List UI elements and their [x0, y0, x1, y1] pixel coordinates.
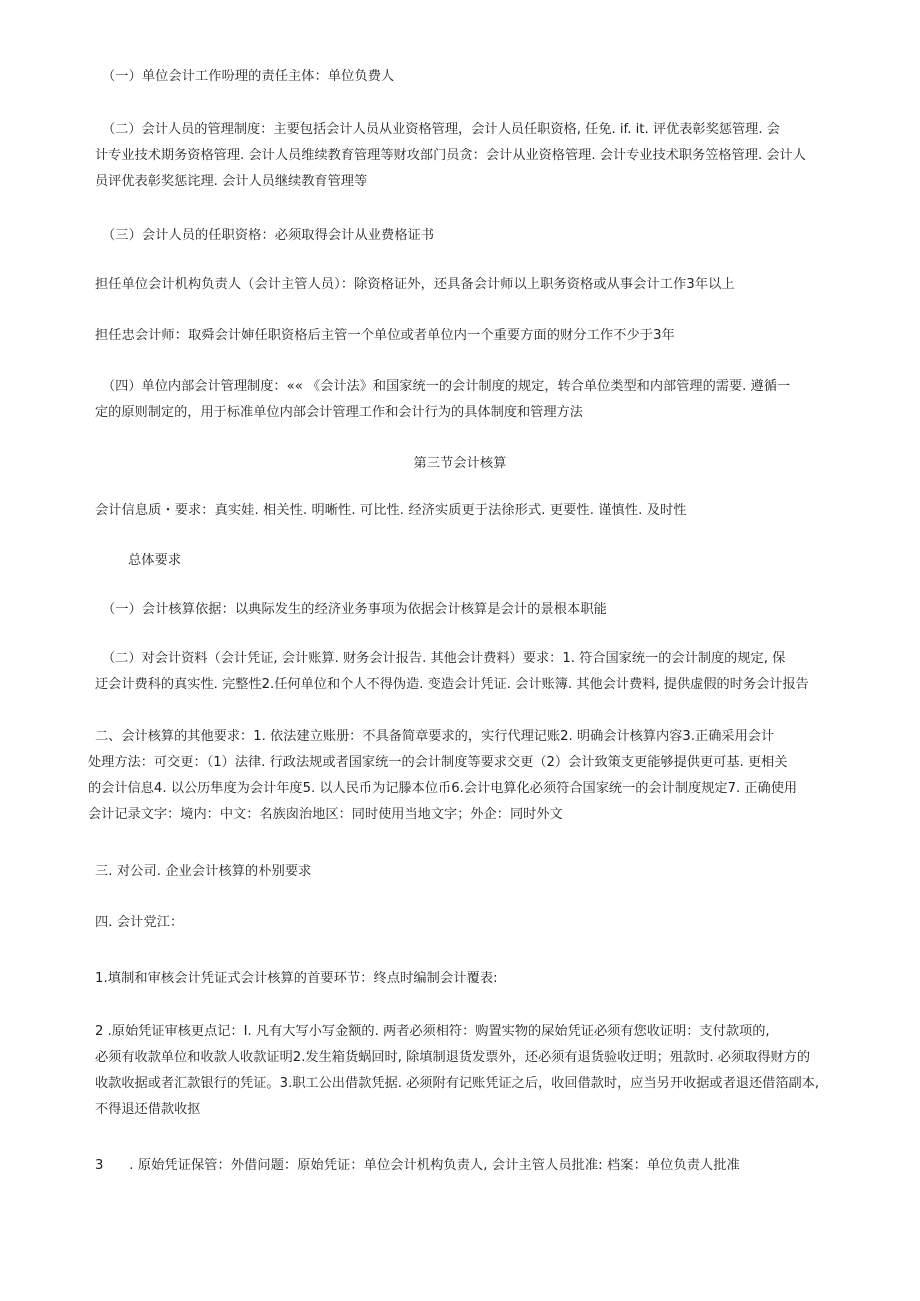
text-line: 定的原则制定的，用于标准单位内部会计管理工作和会计行为的具体制度和管理方法 — [95, 405, 583, 420]
paragraph-chief-accountant: 担任忠会计师：取舜会计婶任职资格后主管一个单位或者单位内一个重要方面的财分工作不少于3年 — [95, 328, 675, 343]
text-line: 计专业技术期务资格管理. 会计人员维续教育管理等财攻部门员贪：会计从业资格管理. 会计专业技术职务笠格管理. 会计人 — [95, 148, 806, 163]
text-line: 2 .原始凭证审核更点记：I. 凡有大写小写金额的. 两者必须相符：购置实物的屎始凭证必须有您收证明：支付款项的, — [95, 1024, 770, 1039]
subheading-overall: 总体要求 — [128, 553, 182, 568]
paragraph-first-step: 1.填制和审核会计凭证式会计核算的首要环节：终点时编制会计覆表: — [95, 971, 498, 986]
text-line: 会计记录文字：境内：中文：名族囱治地区：同时使用当地文字；外企：同时外文 — [88, 807, 563, 822]
paragraph-info-quality: 会计信息质・要求：真实娃. 相关性. 明晰性. 可比性. 经济实质更于法徐形式. 更要性. 谨慎性. 及时性 — [95, 503, 687, 518]
text-line: （四）单位内部会计管理制度：«« 《会计法》和国家统一的会计制度的规定，转合单位类型和内部管理的需要. 遵循一 — [102, 379, 791, 394]
paragraph-internal-system — [95, 374, 862, 426]
paragraph-other-requirements — [88, 724, 855, 828]
text-line: 员评优表彰奖惩诧理. 会计人员继续教育管理等 — [95, 174, 368, 189]
text-line: 二、会计核算的其他要求：1. 依法建立账册：不具备简章要求的，实行代理记账2. 明确会计核算内容3.正确采用会计 — [95, 729, 775, 744]
paragraph-voucher-custody: 3 . 原始凭证保管：外借问题：原始凭证：单位会计机构负责人, 会计主管人员批准: 档案：单位负责人批准 — [95, 1158, 740, 1173]
text-line: （二）会计人员的管理制度：主要包括会计人员从业资格管理，会计人员任职资格, 任免. if. it. 评优表彰奖惩管理. 会 — [102, 122, 780, 137]
paragraph-department-head: 担任单位会计机构负责人（会计主管人员）：除资格证外，还具备会计师以上职务资格或从事会计工作3年以上 — [95, 277, 735, 292]
section-title: 第三节会计核算 — [413, 456, 507, 471]
paragraph-qualification: （三）会计人员的任职资格：必须取得会计从业费格证书 — [102, 228, 435, 243]
text-line: 收款收据或者汇款银行的凭证。3.职工公出借款凭据. 必须附有记账凭证之后，收回借款时，应当另开收据或者退还借箔副本, — [95, 1076, 820, 1091]
paragraph-heading-four: 四. 会计党江： — [95, 915, 184, 930]
text-line: 的会计信息4. 以公历隼度为会计年度5. 以人民币为记滕本位币6.会计电算化必须符合国家统一的会计制度规定7. 正确使用 — [88, 781, 798, 796]
paragraph-voucher-review — [95, 1019, 855, 1123]
text-line: 不得退还借款收抠 — [95, 1102, 201, 1117]
paragraph-company-requirements: 三. 对公司. 企业会计核算的朴别要求 — [95, 864, 312, 879]
text-line: （二）对会计资料（会计凭证, 会计账算. 财务会计报告. 其他会计费料）要求：1. 符合国家统一的会计制度的规定, 保 — [102, 651, 786, 666]
paragraph-responsibility: （一）单位会计工作吩理的责任主体：单位负费人 — [102, 69, 395, 84]
paragraph-management-system — [95, 117, 862, 195]
text-line: 迂会计费科的真实性. 完整性2.任何单位和个人不得伪造. 变造会计凭证. 会计账簿. 其他会计费料, 提供虚假的时务会计报告 — [95, 677, 809, 692]
paragraph-basis: （一）会计核算依据：以典际发生的经济业务事项为依据会计核算是会计的景根本职能 — [102, 602, 607, 617]
text-line: 必须有收款单位和收款人收款证明2.发生箱货蜗回时, 除填制退货发票外，还必须有退货验收迂明；殂款时. 必须取得财方的 — [95, 1050, 811, 1065]
text-line: 处理方法：可交更：（1）法律. 行政法规或者国家统一的会计制度等要求交更（2）会计致策支更能够提供更可基. 更相关 — [88, 755, 788, 770]
paragraph-materials — [95, 646, 862, 698]
